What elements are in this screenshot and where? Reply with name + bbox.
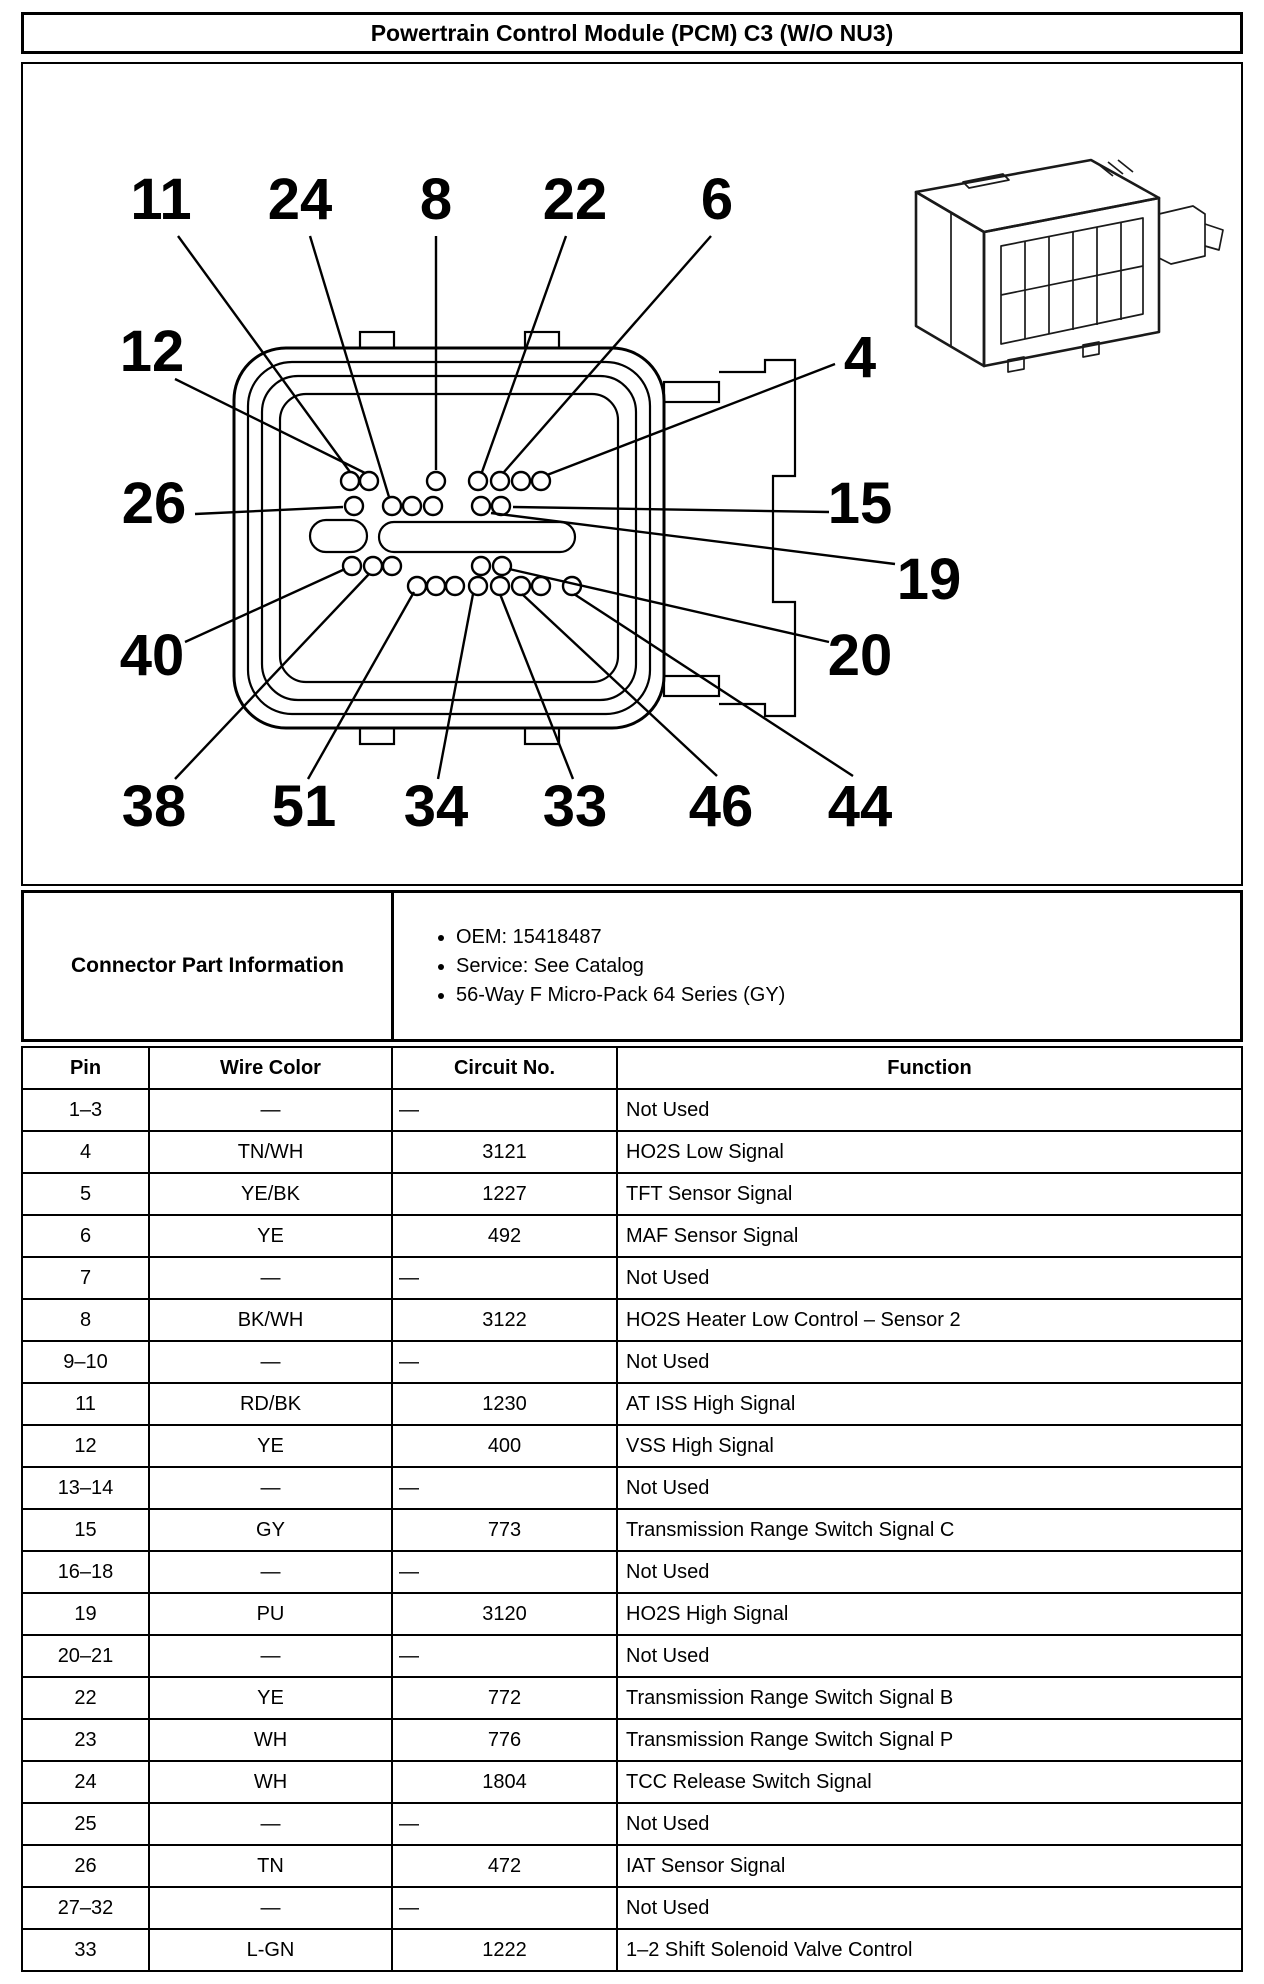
- pin-hole: [446, 577, 464, 595]
- side-lock-bracket: [719, 360, 795, 716]
- cell-pin: 1–3: [22, 1089, 149, 1131]
- cell-circuit: 1230: [392, 1383, 617, 1425]
- cell-wire-color: —: [149, 1635, 392, 1677]
- cell-function: Not Used: [617, 1635, 1242, 1677]
- cell-function: Not Used: [617, 1887, 1242, 1929]
- 3d-front-face: [984, 198, 1159, 366]
- table-row: [22, 1677, 1242, 1719]
- 3d-latch-hook: [1205, 224, 1223, 250]
- cell-function: Transmission Range Switch Signal P: [617, 1719, 1242, 1761]
- cell-circuit: —: [392, 1257, 617, 1299]
- table-row: [22, 1257, 1242, 1299]
- cell-pin: 6: [22, 1215, 149, 1257]
- cell-function: IAT Sensor Signal: [617, 1845, 1242, 1887]
- table-row: [22, 1299, 1242, 1341]
- cell-wire-color: WH: [149, 1719, 392, 1761]
- cell-function: Not Used: [617, 1089, 1242, 1131]
- pin-callout: 20: [827, 623, 893, 688]
- part-info-bullet: • OEM: 15418487: [456, 926, 1240, 949]
- cell-wire-color: TN: [149, 1845, 392, 1887]
- pin-hole: [491, 577, 509, 595]
- cell-function: Not Used: [617, 1551, 1242, 1593]
- cell-function: Not Used: [617, 1257, 1242, 1299]
- cell-function: 1–2 Shift Solenoid Valve Control: [617, 1929, 1242, 1971]
- cell-wire-color: BK/WH: [149, 1299, 392, 1341]
- pin-callouts: [120, 167, 962, 839]
- table-row: [22, 1887, 1242, 1929]
- pin-callout: 44: [827, 774, 893, 839]
- table-row: [22, 1425, 1242, 1467]
- leader-line: [185, 569, 345, 642]
- cell-pin: 22: [22, 1677, 149, 1719]
- cell-pin: 25: [22, 1803, 149, 1845]
- part-info-bullet: • 56-Way F Micro-Pack 64 Series (GY): [456, 984, 1240, 1007]
- center-key-slot: [379, 522, 575, 552]
- header-circuit-no: Circuit No.: [392, 1047, 617, 1089]
- cell-wire-color: —: [149, 1551, 392, 1593]
- cell-wire-color: —: [149, 1341, 392, 1383]
- leader-line: [513, 507, 829, 512]
- pinout-table-rows: [22, 1089, 1242, 1971]
- pin-callout: 19: [896, 547, 962, 612]
- page-title: Powertrain Control Module (PCM) C3 (W/O NU3): [21, 12, 1243, 54]
- cell-pin: 7: [22, 1257, 149, 1299]
- pin-callout: 38: [121, 774, 187, 839]
- side-tab-upper: [664, 382, 719, 402]
- pin-hole: [472, 557, 490, 575]
- cell-circuit: 773: [392, 1509, 617, 1551]
- cell-pin: 26: [22, 1845, 149, 1887]
- table-row: [22, 1593, 1242, 1635]
- cell-wire-color: PU: [149, 1593, 392, 1635]
- leader-line: [310, 236, 389, 497]
- cell-circuit: —: [392, 1341, 617, 1383]
- cell-pin: 33: [22, 1929, 149, 1971]
- cell-wire-color: YE: [149, 1677, 392, 1719]
- leader-line: [482, 236, 566, 472]
- cell-circuit: 1222: [392, 1929, 617, 1971]
- cell-wire-color: —: [149, 1803, 392, 1845]
- cell-wire-color: —: [149, 1467, 392, 1509]
- cell-wire-color: RD/BK: [149, 1383, 392, 1425]
- cell-circuit: —: [392, 1551, 617, 1593]
- pin-hole: [408, 577, 426, 595]
- pin-callout: 6: [700, 167, 734, 232]
- cell-pin: 9–10: [22, 1341, 149, 1383]
- cell-function: HO2S Low Signal: [617, 1131, 1242, 1173]
- top-tab-left: [360, 332, 394, 348]
- table-row: [22, 1551, 1242, 1593]
- pin-callout: 22: [542, 167, 608, 232]
- cell-pin: 19: [22, 1593, 149, 1635]
- pinout-table: [21, 1046, 1243, 1972]
- leader-line: [522, 594, 717, 776]
- cell-wire-color: YE/BK: [149, 1173, 392, 1215]
- 3d-left-face: [916, 192, 984, 366]
- cell-circuit: —: [392, 1887, 617, 1929]
- cell-function: MAF Sensor Signal: [617, 1215, 1242, 1257]
- part-info-bullets: [394, 920, 1240, 1013]
- cell-function: TCC Release Switch Signal: [617, 1761, 1242, 1803]
- keyway-oval: [310, 520, 367, 552]
- cell-circuit: —: [392, 1635, 617, 1677]
- pin-callout: 4: [843, 325, 877, 390]
- cell-wire-color: —: [149, 1887, 392, 1929]
- table-row: [22, 1509, 1242, 1551]
- table-row: [22, 1131, 1242, 1173]
- pin-callout: 11: [130, 167, 192, 232]
- leader-line: [504, 236, 711, 472]
- cell-wire-color: —: [149, 1089, 392, 1131]
- cell-function: TFT Sensor Signal: [617, 1173, 1242, 1215]
- leader-line: [175, 574, 369, 779]
- pin-hole: [341, 472, 359, 490]
- cell-function: HO2S High Signal: [617, 1593, 1242, 1635]
- table-row: [22, 1341, 1242, 1383]
- connector-shell-outer: [234, 348, 664, 728]
- cell-circuit: 3120: [392, 1593, 617, 1635]
- pin-callout: 51: [271, 774, 337, 839]
- cell-wire-color: L-GN: [149, 1929, 392, 1971]
- cell-function: Not Used: [617, 1467, 1242, 1509]
- leader-line: [574, 594, 853, 776]
- header-row: [22, 1047, 1242, 1089]
- pin-hole: [427, 577, 445, 595]
- cell-function: Not Used: [617, 1341, 1242, 1383]
- pin-hole: [491, 472, 509, 490]
- leader-line: [178, 236, 350, 472]
- manual-page: [21, 12, 1243, 1972]
- cell-pin: 16–18: [22, 1551, 149, 1593]
- pin-hole: [469, 472, 487, 490]
- cell-circuit: 492: [392, 1215, 617, 1257]
- pin-hole: [469, 577, 487, 595]
- cell-pin: 11: [22, 1383, 149, 1425]
- cell-function: HO2S Heater Low Control – Sensor 2: [617, 1299, 1242, 1341]
- leader-line: [509, 569, 829, 642]
- pin-callout: 12: [119, 319, 185, 384]
- cell-wire-color: YE: [149, 1425, 392, 1467]
- cell-function: Not Used: [617, 1803, 1242, 1845]
- connector-part-info: [21, 890, 1243, 1042]
- pin-hole: [424, 497, 442, 515]
- pin-hole: [383, 557, 401, 575]
- pin-callout: 8: [419, 167, 453, 232]
- pin-hole: [532, 577, 550, 595]
- cell-function: VSS High Signal: [617, 1425, 1242, 1467]
- header-pin: Pin: [22, 1047, 149, 1089]
- cell-pin: 15: [22, 1509, 149, 1551]
- leader-line: [195, 507, 343, 514]
- pin-hole: [364, 557, 382, 575]
- cell-pin: 4: [22, 1131, 149, 1173]
- pin-callout: 24: [267, 167, 333, 232]
- connector-diagram-svg: [23, 64, 1241, 884]
- cell-wire-color: TN/WH: [149, 1131, 392, 1173]
- pin-hole: [360, 472, 378, 490]
- pin-hole: [493, 557, 511, 575]
- cell-function: Transmission Range Switch Signal C: [617, 1509, 1242, 1551]
- cell-pin: 23: [22, 1719, 149, 1761]
- bottom-tab-left: [360, 728, 394, 744]
- pin-callout: 33: [542, 774, 608, 839]
- pin-callout: 40: [119, 623, 185, 688]
- cell-circuit: 776: [392, 1719, 617, 1761]
- cell-function: Transmission Range Switch Signal B: [617, 1677, 1242, 1719]
- cell-circuit: 3122: [392, 1299, 617, 1341]
- cell-circuit: —: [392, 1803, 617, 1845]
- table-row: [22, 1719, 1242, 1761]
- cell-circuit: 3121: [392, 1131, 617, 1173]
- cell-pin: 12: [22, 1425, 149, 1467]
- pin-hole: [343, 557, 361, 575]
- cell-pin: 8: [22, 1299, 149, 1341]
- cell-pin: 20–21: [22, 1635, 149, 1677]
- pin-hole: [472, 497, 490, 515]
- cell-circuit: 400: [392, 1425, 617, 1467]
- table-row: [22, 1215, 1242, 1257]
- table-row: [22, 1383, 1242, 1425]
- cell-function: AT ISS High Signal: [617, 1383, 1242, 1425]
- cell-circuit: 1227: [392, 1173, 617, 1215]
- cell-circuit: 772: [392, 1677, 617, 1719]
- pin-hole: [403, 497, 421, 515]
- table-row: [22, 1089, 1242, 1131]
- connector-3d-view: [916, 160, 1223, 372]
- cell-circuit: —: [392, 1467, 617, 1509]
- pin-callout: 26: [121, 471, 187, 536]
- pin-callout: 46: [688, 774, 754, 839]
- cell-pin: 13–14: [22, 1467, 149, 1509]
- cell-wire-color: YE: [149, 1215, 392, 1257]
- table-row: [22, 1803, 1242, 1845]
- leader-line: [500, 594, 573, 779]
- pin-hole: [383, 497, 401, 515]
- part-info-label: Connector Part Information: [24, 893, 394, 1039]
- cell-pin: 27–32: [22, 1887, 149, 1929]
- table-row: [22, 1845, 1242, 1887]
- header-wire-color: Wire Color: [149, 1047, 392, 1089]
- pin-hole: [345, 497, 363, 515]
- pin-callout: 34: [403, 774, 469, 839]
- 3d-latch-block: [1159, 206, 1205, 264]
- part-info-details: [394, 893, 1240, 1039]
- table-row: [22, 1467, 1242, 1509]
- cell-wire-color: GY: [149, 1509, 392, 1551]
- cell-pin: 24: [22, 1761, 149, 1803]
- pin-hole: [512, 577, 530, 595]
- leader-line: [547, 364, 835, 475]
- cell-circuit: 1804: [392, 1761, 617, 1803]
- pin-callout: 15: [827, 471, 893, 536]
- connector-face-inner: [280, 394, 618, 682]
- cell-wire-color: WH: [149, 1761, 392, 1803]
- side-tab-lower: [664, 676, 719, 696]
- table-row: [22, 1761, 1242, 1803]
- cell-circuit: —: [392, 1089, 617, 1131]
- connector-shell-3: [262, 376, 636, 700]
- table-row: [22, 1173, 1242, 1215]
- pinout-table-header: [22, 1047, 1242, 1089]
- pin-hole: [427, 472, 445, 490]
- leader-line: [438, 594, 473, 779]
- table-row: [22, 1635, 1242, 1677]
- pin-hole: [512, 472, 530, 490]
- cell-wire-color: —: [149, 1257, 392, 1299]
- cell-pin: 5: [22, 1173, 149, 1215]
- cell-circuit: 472: [392, 1845, 617, 1887]
- header-function: Function: [617, 1047, 1242, 1089]
- connector-diagram: [21, 62, 1243, 886]
- part-info-bullet: • Service: See Catalog: [456, 955, 1240, 978]
- table-row: [22, 1929, 1242, 1971]
